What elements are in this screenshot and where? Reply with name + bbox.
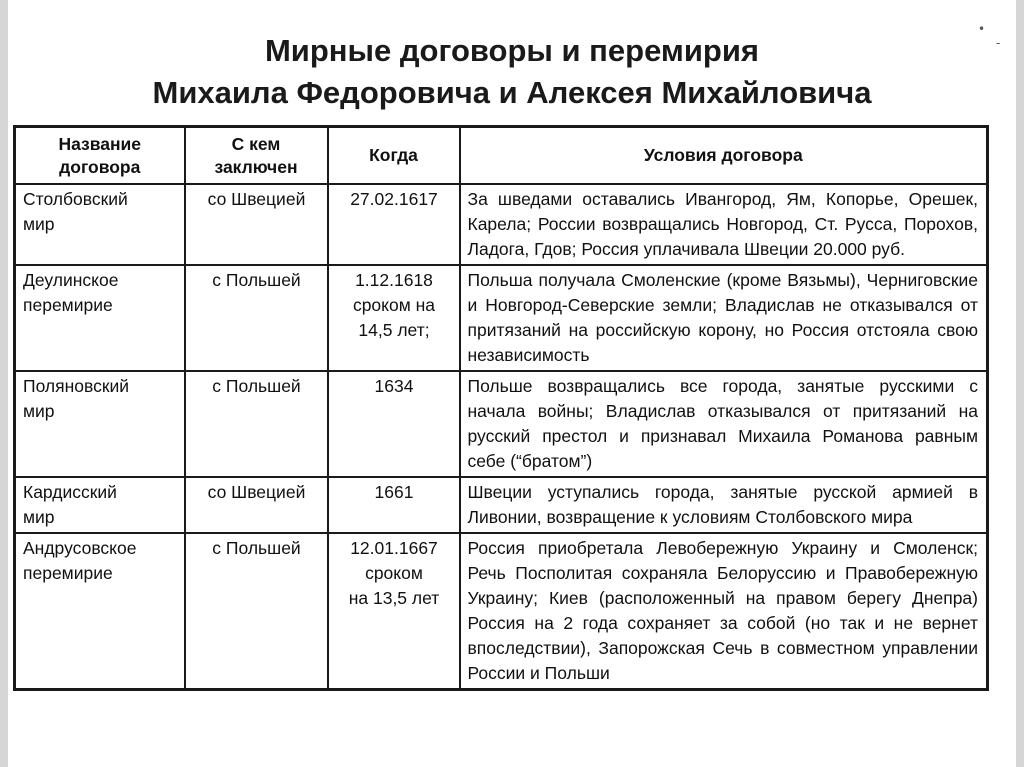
treaty-name-cell: Андрусовское перемирие [15,533,185,690]
header-date: Когда [328,127,460,185]
treaty-terms-cell: Россия приобретала Левобережную Украину и Смоленск; Речь Посполитая сохраняла Белоруссию и Правобережную Украину; Киев (расположенный на правом берегу Днепра) Россия на 2 года сохраняет за собой (но так и не вернет впоследствии), Запорожская Сечь в совместном управлении России и Польши [460,533,988,690]
table-row [15,265,988,371]
treaty-terms-cell: Польша получала Смоленские (кроме Вязьмы), Черниговские и Новгород-Северские земли; Владислав не отказывался от притязаний на российскую корону, но Россия отстояла свою независимость [460,265,988,371]
treaty-party-cell: с Польшей [185,533,328,690]
treaty-date-cell: 1661 [328,477,460,533]
treaty-date-cell: 1.12.1618 сроком на 14,5 лет; [328,265,460,371]
treaty-terms-cell: Швеции уступались города, занятые русской армией в Ливонии, возвращение к условиям Столбовского мира [460,477,988,533]
table-header-row [15,127,988,185]
title-line-1: Мирные договоры и перемирия [264,33,759,68]
table-row [15,184,988,265]
treaty-name-cell: Столбовский мир [15,184,185,265]
treaty-date-cell: 27.02.1617 [328,184,460,265]
table-row [15,371,988,477]
page-title [0,30,1024,114]
treaty-party-cell: с Польшей [185,265,328,371]
treaty-name-cell: Деулинское перемирие [15,265,185,371]
header-party: С кем заключен [185,127,328,185]
scan-speck: - [996,36,1001,50]
header-name: Название договора [15,127,185,185]
treaty-party-cell: со Швецией [185,477,328,533]
table-row [15,533,988,690]
treaty-terms-cell: Польше возвращались все города, занятые русскими с начала войны; Владислав отказывался от притязаний на русский престол и признавал Михаила Романова равным себе (“братом”) [460,371,988,477]
treaty-name-cell: Кардисский мир [15,477,185,533]
left-edge-strip [0,0,8,767]
treaty-date-cell: 1634 [328,371,460,477]
treaties-table [13,125,989,691]
treaty-date-cell: 12.01.1667 сроком на 13,5 лет [328,533,460,690]
right-edge-strip [1016,0,1024,767]
treaty-terms-cell: За шведами оставались Ивангород, Ям, Копорье, Орешек, Карела; России возвращались Новгород, Ст. Русса, Порохов, Ладога, Гдов; Россия уплачивала Швеции 20.000 руб. [460,184,988,265]
header-terms: Условия договора [460,127,988,185]
treaty-name-cell: Поляновский мир [15,371,185,477]
treaty-party-cell: с Польшей [185,371,328,477]
table-row [15,477,988,533]
scan-speck: • [978,22,986,36]
treaty-party-cell: со Швецией [185,184,328,265]
title-line-2: Михаила Федоровича и Алексея Михайловича [152,75,872,110]
